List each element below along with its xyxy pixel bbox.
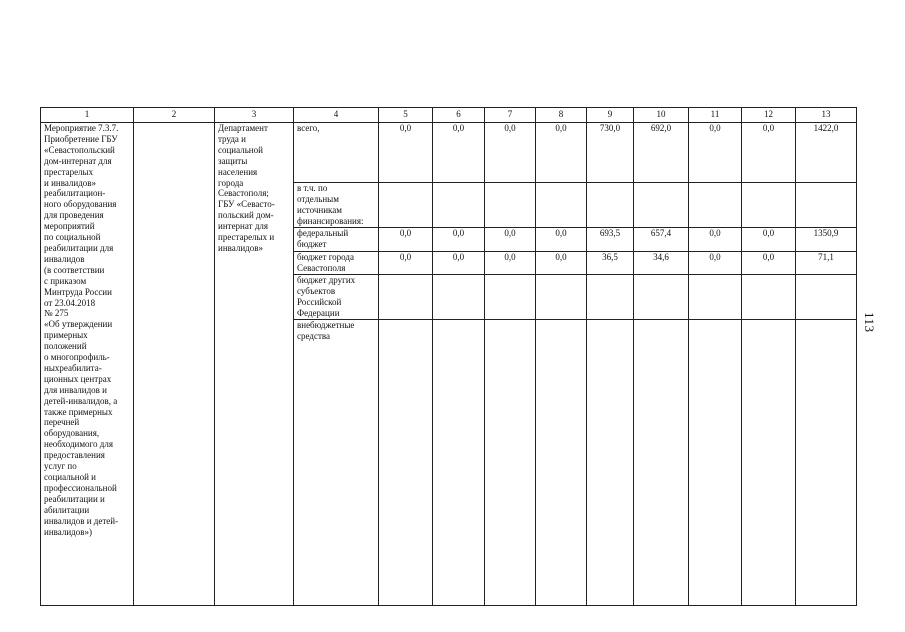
column-header: 4 xyxy=(294,108,379,123)
value-cell: 693,5 xyxy=(587,228,634,252)
value-cell xyxy=(634,319,689,605)
value-cell: 0,0 xyxy=(689,123,742,183)
table-row xyxy=(41,123,857,183)
value-cell: 0,0 xyxy=(485,123,536,183)
column-2-cell xyxy=(134,123,215,606)
value-cell: 0,0 xyxy=(433,252,485,275)
column-header: 9 xyxy=(587,108,634,123)
value-cell xyxy=(379,274,433,319)
value-cell xyxy=(379,183,433,228)
value-cell xyxy=(587,274,634,319)
value-cell xyxy=(379,319,433,605)
value-cell xyxy=(536,274,587,319)
value-cell: 0,0 xyxy=(536,228,587,252)
value-cell: 34,6 xyxy=(634,252,689,275)
funding-source-label: всего, xyxy=(294,123,379,183)
value-cell xyxy=(433,183,485,228)
column-header: 10 xyxy=(634,108,689,123)
value-cell: 730,0 xyxy=(587,123,634,183)
value-cell xyxy=(485,274,536,319)
header-row xyxy=(41,108,857,123)
column-header: 12 xyxy=(742,108,796,123)
value-cell: 0,0 xyxy=(536,252,587,275)
value-cell xyxy=(742,319,796,605)
value-cell: 0,0 xyxy=(689,228,742,252)
financing-table xyxy=(40,107,857,606)
column-header: 8 xyxy=(536,108,587,123)
funding-source-label: бюджет города Севастополя xyxy=(294,252,379,275)
value-cell xyxy=(634,274,689,319)
value-cell: 0,0 xyxy=(689,252,742,275)
column-header: 11 xyxy=(689,108,742,123)
value-cell xyxy=(587,319,634,605)
value-cell xyxy=(433,274,485,319)
value-cell xyxy=(485,183,536,228)
value-cell xyxy=(689,319,742,605)
funding-source-label: внебюджетные средства xyxy=(294,319,379,605)
value-cell xyxy=(587,183,634,228)
value-cell xyxy=(796,274,857,319)
value-cell xyxy=(796,319,857,605)
value-cell xyxy=(689,274,742,319)
value-cell xyxy=(536,183,587,228)
column-header: 7 xyxy=(485,108,536,123)
value-cell xyxy=(796,183,857,228)
value-cell: 0,0 xyxy=(485,228,536,252)
value-cell: 692,0 xyxy=(634,123,689,183)
value-cell xyxy=(536,319,587,605)
value-cell: 0,0 xyxy=(433,123,485,183)
responsible-executor-cell: Департамент труда и социальной защиты населения города Севастополя; ГБУ «Севасто- польский дом- интернат для престарелых и инвалидов» xyxy=(215,123,294,606)
value-cell: 0,0 xyxy=(742,123,796,183)
funding-source-label: федеральный бюджет xyxy=(294,228,379,252)
value-cell xyxy=(689,183,742,228)
value-cell: 1350,9 xyxy=(796,228,857,252)
column-header: 6 xyxy=(433,108,485,123)
value-cell xyxy=(433,319,485,605)
value-cell xyxy=(742,183,796,228)
column-header: 2 xyxy=(134,108,215,123)
column-header: 5 xyxy=(379,108,433,123)
value-cell: 0,0 xyxy=(742,228,796,252)
value-cell: 0,0 xyxy=(379,252,433,275)
column-header: 1 xyxy=(41,108,134,123)
value-cell: 71,1 xyxy=(796,252,857,275)
value-cell: 0,0 xyxy=(485,252,536,275)
value-cell: 0,0 xyxy=(742,252,796,275)
value-cell: 1422,0 xyxy=(796,123,857,183)
funding-source-label: бюджет других субъектов Российской Федерации xyxy=(294,274,379,319)
value-cell xyxy=(742,274,796,319)
value-cell: 0,0 xyxy=(379,123,433,183)
value-cell: 36,5 xyxy=(587,252,634,275)
value-cell: 0,0 xyxy=(536,123,587,183)
column-header: 3 xyxy=(215,108,294,123)
value-cell: 0,0 xyxy=(433,228,485,252)
value-cell xyxy=(634,183,689,228)
value-cell xyxy=(485,319,536,605)
value-cell: 657,4 xyxy=(634,228,689,252)
page-number: 113 xyxy=(862,312,877,333)
column-header: 13 xyxy=(796,108,857,123)
value-cell: 0,0 xyxy=(379,228,433,252)
funding-source-label: в т.ч. по отдельным источникам финансирования: xyxy=(294,183,379,228)
activity-description-cell: Мероприятие 7.3.7. Приобретение ГБУ «Севастопольский дом-интернат для престарелых и инвалидов» реабилитацион- ного оборудования для проведения мероприятий по социальной реабилитации для инвалидов (в соответствии с приказом Минтруда России от 23.04.2018 № 275 «Об утверждении примерных положений о многопрофиль- ныхреабилита- ционных центрах для инвалидов и детей-инвалидов, а также примерных перечней оборудования, необходимого для предоставления услуг по социальной и профессиональной реабилитации и абилитации инвалидов и детей- инвалидов») xyxy=(41,123,134,606)
